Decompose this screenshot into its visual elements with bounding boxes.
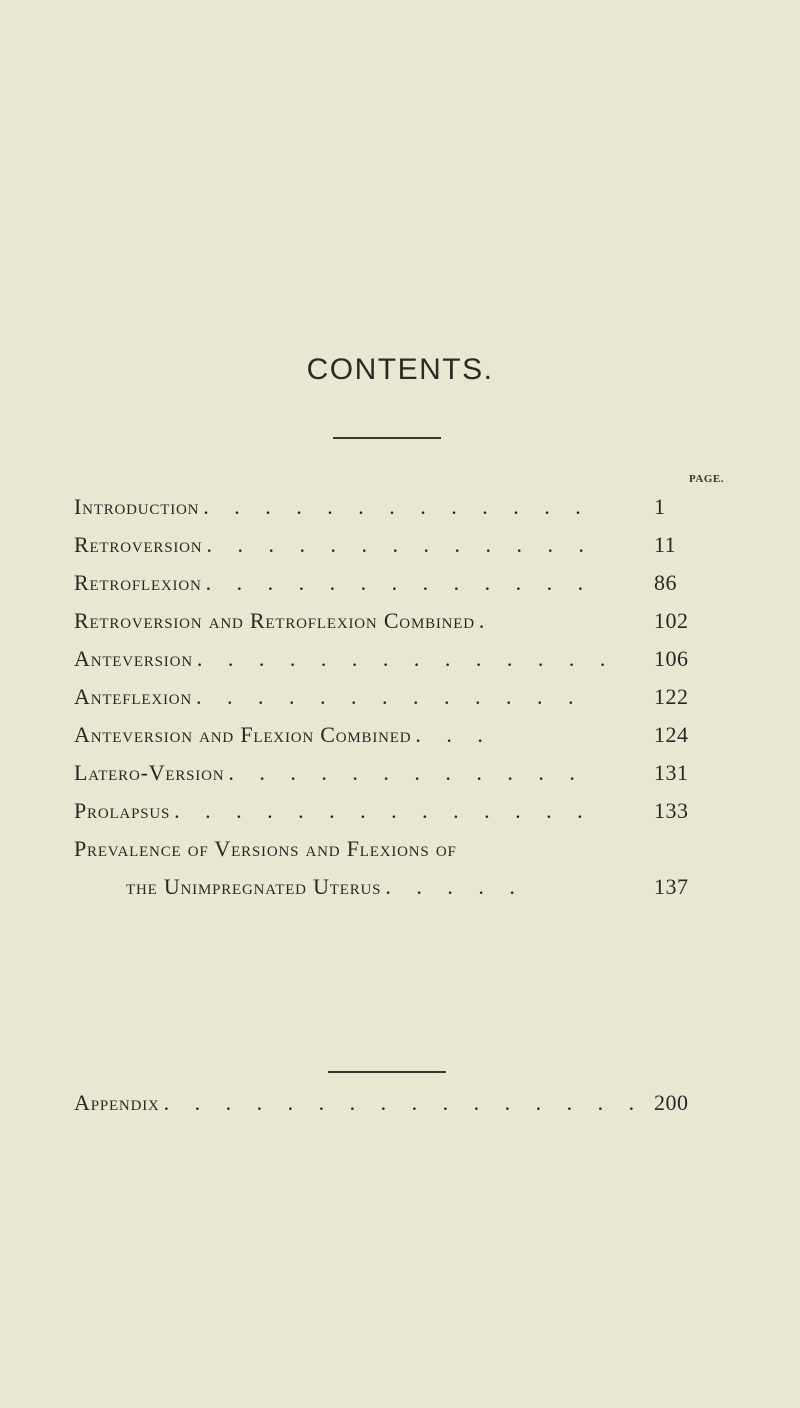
toc-leader-dots: . . . . . . . . . . . . . .: [196, 646, 616, 671]
toc-entry-page: 133: [654, 798, 689, 823]
toc-entry-page: 86: [654, 570, 677, 595]
toc-entry-page: 1: [654, 494, 666, 519]
toc-entry: [74, 608, 710, 646]
toc-leader-dots: .: [478, 608, 495, 633]
toc-entry: [74, 494, 710, 532]
toc-entry-label: Prevalence of Versions and Flexions of: [74, 836, 457, 861]
toc-entry-label: Retroversion and Retroflexion Combined: [74, 608, 475, 633]
toc-leader-dots: . . . . . . . . . . . . . .: [174, 798, 593, 823]
toc-entry-label: the Unimpregnated Uterus: [126, 874, 382, 899]
toc-leader-dots: . . . . .: [385, 874, 525, 899]
toc-entry-page: 200: [654, 1090, 689, 1115]
toc-entry: [74, 570, 710, 608]
toc-entry-page: 11: [654, 532, 677, 557]
page-column-header: PAGE.: [689, 473, 724, 485]
toc-entry-page: 131: [654, 760, 689, 785]
toc-entry-label: Anteversion and Flexion Combined: [74, 722, 412, 747]
toc-entry: [74, 684, 710, 722]
toc-leader-dots: . . . . . . . . . . . . .: [196, 684, 584, 709]
toc-entry: [74, 646, 710, 684]
toc-entry-continuation: [126, 874, 710, 912]
toc-entry: [74, 532, 710, 570]
toc-entry-page: 122: [654, 684, 689, 709]
toc-entry: [74, 1090, 710, 1128]
toc-entry-label: Anteversion: [74, 646, 193, 671]
toc-entry-page: 102: [654, 608, 689, 633]
toc-entry: [74, 760, 710, 798]
toc-entry: [74, 798, 710, 836]
toc-leader-dots: . . . . . . . . . . . . .: [203, 494, 591, 519]
section-rule: [328, 1071, 446, 1073]
toc-entry-label: Retroflexion: [74, 570, 202, 595]
page-title: CONTENTS.: [306, 353, 494, 386]
toc-entry-label: Prolapsus: [74, 798, 171, 823]
toc-entry-label: Latero-Version: [74, 760, 225, 785]
toc-entry-page: 124: [654, 722, 689, 747]
toc-entry-label: Retroversion: [74, 532, 203, 557]
toc-leader-dots: . . . . . . . . . . . . . . . .: [163, 1090, 645, 1115]
toc-leader-dots: . . . . . . . . . . . . .: [206, 532, 594, 557]
toc-entry-label: Anteflexion: [74, 684, 193, 709]
title-rule: [333, 437, 441, 439]
toc-leader-dots: . . . . . . . . . . . .: [228, 760, 585, 785]
toc-entry-page: 106: [654, 646, 689, 671]
toc-leader-dots: . . . . . . . . . . . . .: [205, 570, 594, 595]
toc-entry-page: 137: [654, 874, 689, 899]
toc-entry: [74, 836, 710, 874]
toc-leader-dots: . . .: [415, 722, 493, 747]
toc-entry-label: Appendix: [74, 1090, 160, 1115]
toc-entry: [74, 722, 710, 760]
toc-entry-label: Introduction: [74, 494, 200, 519]
